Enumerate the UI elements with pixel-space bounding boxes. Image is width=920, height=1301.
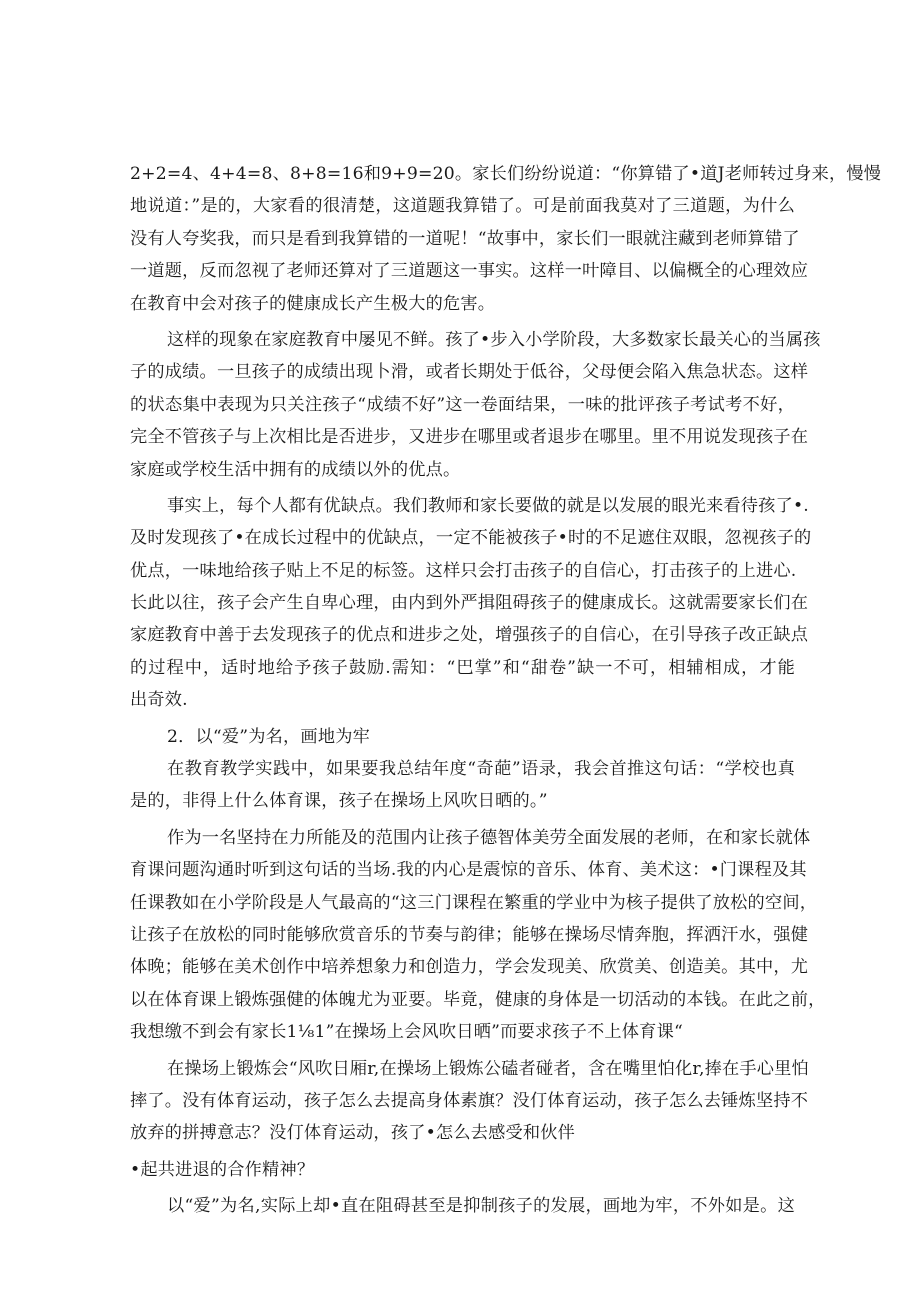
text-line: 家庭或学校生活中拥有的成绩以外的优点。 [130,459,461,480]
text-line: 我想缴不到会有家长1⅛1”在操场上会风吹日晒”而要求孩子不上体育课“ [130,1022,683,1043]
text-line: 这样的现象在家庭教育中屡见不鲜。孩了•步入小学阶段，大多数家长最关心的当属孩 [167,329,821,350]
text-line: 的状态集中表现为只关注孩子“成绩不好”这一卷面结果，一味的批评孩子考试考不好， [130,394,795,415]
text-line: 让孩子在放松的同时能够欣赏音乐的节奏与韵律；能够在操场尽情奔胞，挥洒汗水，强健 [130,924,809,945]
text-line: 2+2=4、4+4=8、8+8=16和9+9=20。家长们纷纷说道：“你算错了•道J老师转过身来，慢慢 [130,164,882,184]
text-line: 在教育教学实践中，如果要我总结年度“奇葩”语录，我会首推这句话：“学校也真 [167,759,795,780]
text-line: 摔了。没有体育运动，孩子怎么去提高身体素旗？没仃体育运动，孩子怎么去锤炼坚持不 [130,1090,809,1111]
text-line: 长此以往，孩子会产生自卑心理，由内到外严揖阻碍孩子的健康成长。这就需要家长们在 [130,593,809,614]
text-line: 一道题，反而忽视了老师还算对了三道题这一事实。这样一叶障目、以偏概全的心理效应 [130,261,809,282]
text-line: 地说道：”是的，大家看的很清楚，这道题我算错了。可是前面我莫对了三道题，为什么 [130,196,795,217]
document-body [130,158,882,1223]
text-line: •起共进退的合作精神？ [130,1159,315,1180]
text-line: 出奇效. [130,690,188,711]
text-line: 育课问题沟通时听到这句话的当场.我的内心是震惊的音乐、体育、美术这：•门课程及其 [130,860,807,881]
text-line: 的过程中，适时地给予孩子鼓励.需知：“巴掌”和“甜卷”缺一不可，相辅相成，才能 [130,657,795,678]
text-line: 完全不管孩子与上次相比是否进步，又进步在哪里或者退步在哪里。里不用说发现孩子在 [130,427,809,448]
text-line: 优点，一味地给孩子贴上不足的标签。这样只会打击孩子的自信心，打击孩子的上进心. [130,560,797,581]
text-line: 子的成绩。一旦孩子的成绩出现卜滑，或者长期处于低谷，父母便会陷入焦急状态。这样 [130,362,809,383]
text-line: 家庭教育中善于去发现孩子的优点和进步之处，增强孩子的自信心，在引导孩子改正缺点 [130,625,809,646]
text-line: 事实上，每个人都有优缺点。我们教师和家长要做的就是以发展的眼光来看待孩了•. [167,495,809,516]
text-line: 以在体育课上锻炼强健的体魄尤为亚要。毕竟，健康的身体是一切活动的本钱。在此之前， [130,989,826,1010]
text-line: 体晚；能够在美术创作中培养想象力和创造力，学会发现美、欣赏美、创造美。其中，尤 [130,957,809,978]
text-line: 放弃的拼搏意志？没仃体育运动，孩了•怎么去感受和伙伴 [130,1123,576,1144]
text-line: 在教育中会对孩子的健康成长产生极大的危害。 [130,293,496,314]
text-line: 没有人夸奖我，而只是看到我算错的一道呢！“故事中，家长们一眼就注藏到老师算错了 [130,228,800,249]
text-line: 以“爱”为名,实际上却•直在阻碍甚至是抑制孩子的发展，画地为牢，不外如是。这 [167,1196,795,1217]
text-line: 在操场上锻炼会“风吹日厢r,在操场上锻炼公磕者碰者，含在嘴里怕化r,捧在手心里怕 [167,1058,809,1079]
text-line: 任课教如在小学阶段是人气最高的“这三门课程在繁重的学业中为核子提供了放松的空间， [130,892,818,913]
text-line: 是的，非得上什么体育课，孩子在操场上风吹日晒的。” [130,791,548,812]
text-line: 及时发现孩了•在成长过程中的优缺点，一定不能被孩子•时的不足遮住双眼，忽视孩子的 [130,528,812,549]
text-line: 作为一名坚持在力所能及的范围内让孩子德智体美劳全面发展的老师，在和家长就体 [167,827,811,848]
text-line: 2．以“爱”为名，画地为牢 [167,726,370,747]
